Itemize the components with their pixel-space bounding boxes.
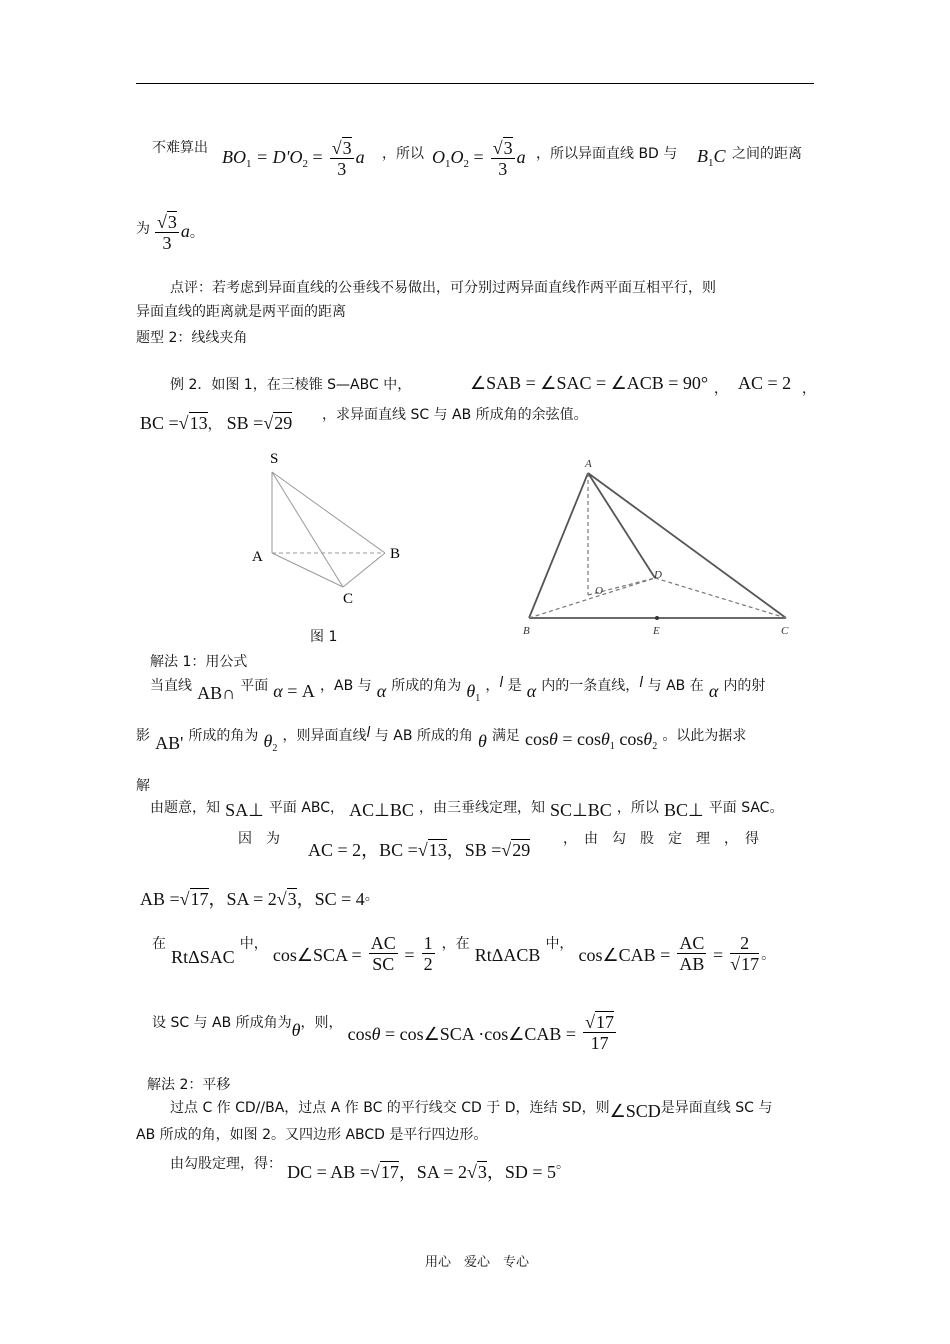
example-bc: BC =√13， SB =√29: [140, 413, 293, 433]
text: ，求异面直线 SC 与 AB 所成角的余弦值。: [322, 407, 588, 423]
math: = cos∠SCA ·cos∠CAB =: [380, 1024, 577, 1044]
math: ，SA = 2: [208, 889, 277, 909]
fraction: $\frac{√3}{3}$: [157, 212, 177, 253]
num: 3: [342, 138, 352, 158]
math: BO: [222, 147, 246, 167]
math: = cos: [557, 729, 602, 749]
text: 中，: [239, 936, 268, 952]
num: 1: [423, 933, 433, 953]
example-eq2: AC = 2: [738, 373, 792, 393]
comment-line-1: 点评：若考虑到异面直线的公垂线不易做出，可分别过两异面直线作两平面互相平行，则: [170, 280, 716, 296]
math: ，SA = 2: [398, 1162, 467, 1182]
math: θ: [549, 729, 558, 749]
label-d: D: [654, 569, 662, 581]
math: SA⊥: [225, 800, 264, 820]
sub: 1: [609, 741, 615, 753]
formula-result: [153, 212, 204, 253]
text: ，则异面直线: [282, 728, 367, 744]
math: B: [697, 146, 708, 166]
math: α: [526, 681, 537, 701]
sub: 2: [302, 158, 308, 171]
label-c: C: [343, 591, 354, 607]
math: 13: [428, 840, 447, 860]
text: 因 为: [238, 831, 280, 847]
para-distance: [152, 137, 208, 157]
fraction: $\frac{2}{√17}$: [730, 933, 760, 974]
label-e: E: [653, 625, 660, 637]
math: O: [432, 147, 445, 167]
text: 。: [364, 888, 379, 904]
text: 内的一条直线，: [541, 678, 640, 694]
num: 3: [503, 138, 513, 158]
math: AC = 2，BC =: [308, 840, 418, 860]
label-a: A: [252, 549, 263, 565]
text: ，所以异面直线 BD 与: [536, 146, 678, 162]
text: 为: [136, 221, 150, 237]
math: cos: [347, 1024, 372, 1044]
sub: 2: [463, 158, 469, 171]
fraction: $\frac{√17}{17}$: [585, 1012, 615, 1053]
den: 17: [590, 1033, 609, 1053]
sub: 2: [272, 743, 278, 755]
math: SC⊥BC: [550, 800, 612, 820]
sub: 1: [708, 157, 714, 170]
math: θ: [291, 1020, 301, 1040]
math: a: [516, 147, 526, 167]
text: 满足: [491, 728, 520, 744]
formula-o1o2: [432, 138, 526, 179]
text: ，在: [441, 936, 470, 952]
solution-2-title: 解法 2：平移: [147, 1077, 231, 1093]
den: SC: [372, 954, 395, 974]
math: θ: [371, 1024, 381, 1044]
math: AB∩: [197, 683, 236, 703]
edge-sb: [272, 472, 385, 553]
edge-ad: [588, 473, 655, 578]
sub: 1: [246, 158, 252, 171]
text: 过点 C 作 CD//BA，过点 A 作 BC 的平行线交 CD 于 D，连结 SD，则: [170, 1100, 610, 1116]
text: 。: [189, 225, 204, 241]
sub: 1: [475, 693, 481, 705]
text: ，所以: [382, 146, 424, 162]
num: AC: [370, 933, 396, 953]
math: 13: [189, 413, 208, 433]
num: 17: [596, 1012, 615, 1032]
label-c: C: [781, 625, 789, 637]
sol1-line-6: AB =√17，SA = 2√3，SC = 4。: [140, 888, 379, 909]
text: 影: [136, 728, 150, 744]
math: ，SB =: [446, 840, 502, 860]
label-b: B: [390, 546, 401, 562]
math: θ: [478, 731, 487, 751]
formula-bo1: [222, 138, 365, 179]
example-text: 例 2．如图 1，在三棱锥 S—ABC 中，: [170, 377, 412, 393]
text: 之间的距离: [732, 146, 802, 162]
math: cos∠SCA =: [272, 945, 362, 965]
text: 中，: [545, 936, 574, 952]
text: ，所以: [616, 800, 659, 816]
edge-bd-hidden: [529, 578, 655, 618]
comment-line-2: 异面直线的距离就是两平面的距离: [136, 304, 346, 320]
figure-2: [515, 450, 805, 645]
sol1-line-8: [152, 1012, 618, 1053]
math: 17: [380, 1162, 399, 1182]
text: ，则，: [300, 1015, 343, 1031]
text: ，: [802, 381, 816, 397]
label-a: A: [585, 458, 592, 470]
text: 平面 SAC。: [708, 800, 784, 816]
text: 由题意，知: [150, 800, 220, 816]
text: 是: [503, 678, 522, 694]
sol1-line-1: [150, 675, 765, 705]
footer: 用心 爱心 专心: [425, 1255, 530, 1270]
den: 2: [423, 954, 433, 974]
text: l: [499, 675, 504, 691]
math: = A: [282, 681, 315, 701]
sub: 2: [652, 741, 658, 753]
math: a: [355, 147, 365, 167]
text: 所成的角为: [188, 728, 259, 744]
text: 与 AB 所成的角: [370, 728, 473, 744]
math: ，SD = 5: [486, 1162, 557, 1182]
math: 17: [190, 889, 209, 909]
math: =: [469, 147, 484, 167]
math: cos∠CAB =: [578, 945, 671, 965]
math: θ: [466, 681, 476, 701]
math: 29: [274, 413, 293, 433]
num: AC: [679, 933, 705, 953]
text: 所成的角为: [391, 678, 462, 694]
text: 平面 ABC，: [268, 800, 345, 816]
math: α: [273, 681, 283, 701]
edge-dc-hidden: [655, 578, 786, 618]
den: 3: [337, 159, 347, 179]
text: 当直线: [150, 678, 192, 694]
math: θ: [263, 731, 273, 751]
formula-b1c: [697, 146, 726, 169]
fraction: $\frac{√3}{3}$: [331, 138, 352, 179]
den: 3: [498, 159, 508, 179]
num: 3: [167, 212, 177, 232]
text: l: [366, 725, 371, 741]
formula-cos: [525, 729, 658, 753]
label-s: S: [270, 451, 279, 467]
math: RtΔACB: [474, 945, 541, 965]
label-o: O: [595, 585, 603, 597]
text: 由勾股定理，得：: [170, 1156, 282, 1172]
math: RtΔSAC: [171, 947, 235, 967]
math: α: [376, 681, 387, 701]
fraction: [422, 933, 435, 974]
math: 3: [477, 1162, 487, 1182]
math: C: [713, 146, 726, 166]
sub: 1: [445, 158, 451, 171]
point-e: [655, 616, 659, 620]
edge-ac: [588, 473, 786, 618]
text: 与 AB 在: [643, 678, 704, 694]
header-rule: [136, 83, 814, 84]
text: 。: [556, 1156, 571, 1172]
math: cos: [525, 729, 550, 749]
text: 在: [152, 936, 166, 952]
fraction: $\frac{√3}{3}$: [492, 138, 513, 179]
sol1-line-5-formula: AC = 2，BC =√13，SB =√29: [308, 840, 531, 860]
example-eq1: ∠SAB = ∠SAC = ∠ACB = 90°: [470, 373, 709, 393]
num: 2: [730, 933, 759, 954]
text: l: [639, 675, 644, 691]
figure-1: [240, 445, 440, 645]
fraction: [369, 933, 398, 974]
den: 17: [741, 954, 760, 974]
math: θ: [601, 729, 610, 749]
math: =: [399, 945, 415, 965]
math: AC⊥BC: [349, 800, 414, 820]
sol1-line-2: [136, 725, 746, 755]
fraction: [677, 933, 706, 974]
text: ，: [207, 417, 222, 433]
sol2-line-1: [170, 1097, 773, 1121]
label-b: B: [523, 625, 530, 637]
math: 29: [512, 840, 531, 860]
text: 。: [761, 947, 776, 963]
math: a: [180, 221, 190, 241]
math: θ: [643, 729, 653, 749]
math: = D'O: [251, 147, 303, 167]
text: ，: [485, 678, 500, 694]
den: AB: [679, 954, 705, 974]
math: SB =: [226, 413, 264, 433]
edge-ab: [529, 473, 588, 618]
text: 解: [136, 778, 150, 794]
text: 设 SC 与 AB 所成角为: [152, 1015, 292, 1031]
math: AB =: [140, 889, 180, 909]
text: 内的射: [723, 678, 766, 694]
math: ，SC = 4: [296, 889, 365, 909]
sol1-line-7: [152, 933, 775, 974]
math: O: [450, 147, 464, 167]
text: 平面: [240, 678, 269, 694]
text: 是异面直线 SC 与: [660, 1100, 773, 1116]
text: 不难算出: [152, 140, 208, 156]
math: BC⊥: [663, 800, 704, 820]
math: AB': [155, 733, 184, 753]
math: BC =: [140, 413, 179, 433]
sol2-line-2: AB 所成的角，如图 2。又四边形 ABCD 是平行四边形。: [136, 1127, 488, 1143]
math: α: [708, 681, 719, 701]
den: 3: [162, 233, 172, 253]
sol1-line-4: [150, 797, 783, 818]
math: =: [708, 945, 724, 965]
section-title: 题型 2：线线夹角: [136, 330, 248, 346]
edge-cb: [343, 553, 385, 587]
sol2-line-3: 由勾股定理，得： DC = AB =√17，SA = 2√3，SD = 5。: [170, 1156, 571, 1182]
text: ，: [714, 381, 728, 397]
math: ∠SCD: [609, 1101, 661, 1121]
text: ，AB 与: [320, 678, 372, 694]
math: 3: [287, 889, 297, 909]
text: 。以此为据求: [662, 728, 747, 744]
math: DC = AB =: [287, 1162, 370, 1182]
math: =: [308, 147, 323, 167]
figure-1-caption: 图 1: [310, 629, 338, 645]
text: ， 由 勾 股 定 理 ， 得: [563, 831, 759, 847]
solution-1-title: 解法 1：用公式: [150, 654, 248, 670]
text: ，由三垂线定理，知: [418, 800, 545, 816]
math: cos: [614, 729, 644, 749]
